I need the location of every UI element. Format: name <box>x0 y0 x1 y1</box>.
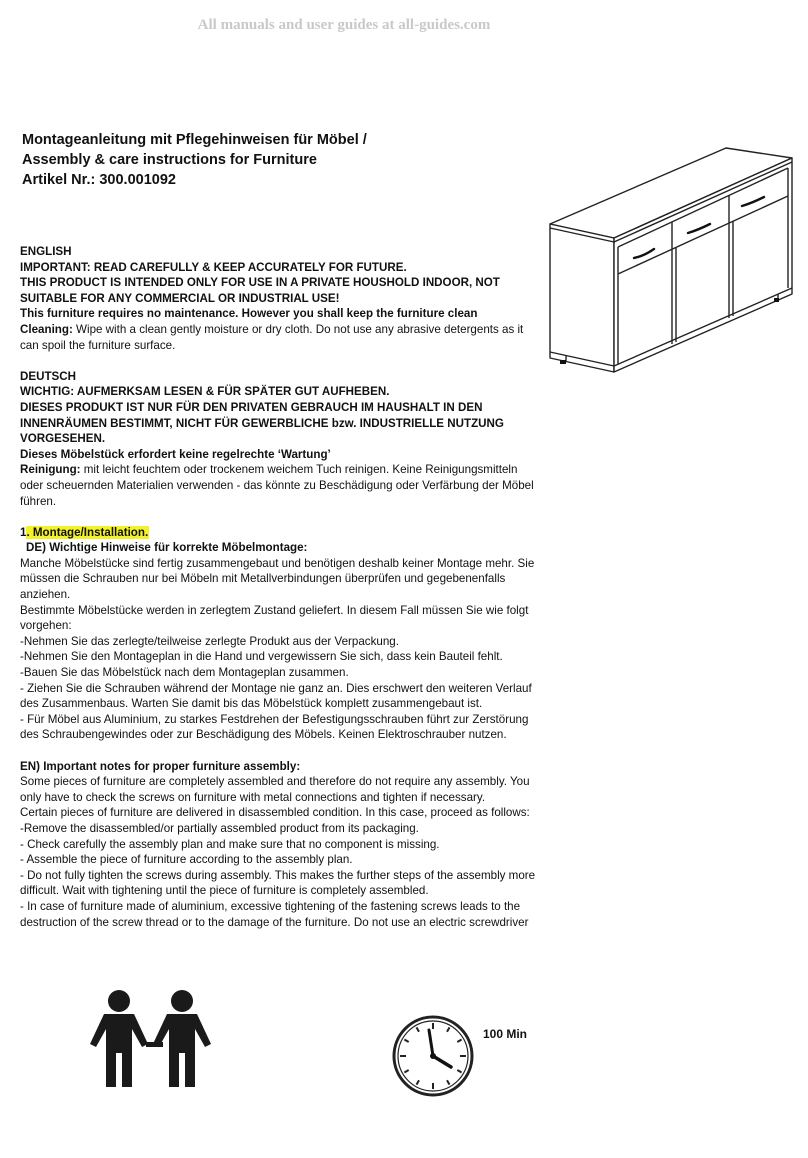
en-line: - Do not fully tighten the screws during assembly. This makes the further steps of the assembly more difficult. Wait with tightening until the piece of furniture is completely assembled. <box>20 868 536 898</box>
de-line: -Nehmen Sie das zerlegte/teilweise zerlegte Produkt aus der Verpackung. <box>20 634 399 648</box>
section-heading <box>20 525 540 541</box>
en-line: -Remove the disassembled/or partially assembled product from its packaging. <box>20 821 419 835</box>
two-people-icon <box>84 990 224 1090</box>
en-line: - In case of furniture made of aluminium, excessive tightening of the fastening screws leads to the destruction of the screw thread or to the damage of the furniture. Do not use an electric screwdriver <box>20 899 529 929</box>
document-title <box>22 130 367 190</box>
deutsch-cleaning-text: mit leicht feuchtem oder trockenem weichem Tuch reinigen. Keine Reinigungsmitteln oder scheuernden Materialien verwenden - das könnte zu Beschädigung oder Verfärbung der Möbel führen. <box>20 463 534 508</box>
title-line-3: Artikel Nr.: 300.001092 <box>22 172 176 188</box>
section-number: 1 <box>20 525 27 539</box>
english-maintenance: This furniture requires no maintenance. However you shall keep the furniture clean <box>20 307 478 321</box>
clock-icon <box>391 1014 475 1098</box>
de-line: - Ziehen Sie die Schrauben während der Montage nie ganz an. Dies erschwert den weiteren Verlauf des Zusammenbaus. Warten Sie damit bis das Möbelstück komplett zusammengebaut ist. <box>20 681 532 711</box>
sideboard-illustration <box>548 124 793 376</box>
deutsch-heading: DEUTSCH <box>20 369 77 383</box>
watermark: All manuals and user guides at all-guides.com <box>197 17 491 33</box>
section-title: . Montage/Installation. <box>26 525 149 539</box>
deutsch-important: WICHTIG: AUFMERKSAM LESEN & FÜR SPÄTER GUT AUFHEBEN. <box>20 385 390 399</box>
deutsch-maintenance: Dieses Möbelstück erfordert keine regelrechte ‘Wartung’ <box>20 447 331 461</box>
english-cleaning-text: Wipe with a clean gently moisture or dry cloth. Do not use any abrasive detergents as it can spoil the furniture surface. <box>20 322 524 352</box>
en-line: - Check carefully the assembly plan and make sure that no component is missing. <box>20 837 440 851</box>
en-subheading: EN) Important notes for proper furniture assembly: <box>20 759 301 773</box>
english-private-use: THIS PRODUCT IS INTENDED ONLY FOR USE IN A PRIVATE HOUSHOLD INDOOR, NOT SUITABLE FOR ANY COMMERCIAL OR INDUSTRIAL USE! <box>20 276 500 305</box>
de-line: - Für Möbel aus Aluminium, zu starkes Festdrehen der Befestigungsschrauben führt zur Zerstörung des Schraubengewindes oder zur Beschädigung des Möbels. Keinen Elektroschrauber nutzen. <box>20 712 529 742</box>
deutsch-private-use: DIESES PRODUKT IST NUR FÜR DEN PRIVATEN GEBRAUCH IM HAUSHALT IN DEN INNENRÄUMEN BESTIMMT, NICHT FÜR GEWERBLICHE bzw. INDUSTRIELLE NUTZUNG VORGESEHEN. <box>20 400 504 446</box>
en-line: Certain pieces of furniture are delivered in disassembled condition. In this case, proceed as follows: <box>20 806 530 820</box>
de-line: Bestimmte Möbelstücke werden in zerlegtem Zustand geliefert. In diesem Fall müssen Sie wie folgt vorgehen: <box>20 603 529 633</box>
de-line: -Nehmen Sie den Montageplan in die Hand und vergewissern Sie sich, dass kein Bauteil fehlt. <box>20 650 503 664</box>
time-label: 100 Min <box>483 1027 528 1041</box>
de-line: -Bauen Sie das Möbelstück nach dem Montageplan zusammen. <box>20 666 349 680</box>
deutsch-cleaning-label: Reinigung: <box>20 463 81 477</box>
de-line: Manche Möbelstücke sind fertig zusammengebaut und benötigen deshalb keiner Montage mehr. Sie müssen die Schrauben nur bei Möbeln mit Metallverbindungen überprüfen und gegebenenfalls anziehen. <box>20 556 535 602</box>
en-line: Some pieces of furniture are completely assembled and therefore do not require any assembly. You only have to check the screws on furniture with metal connections and tighten if necessary. <box>20 775 530 804</box>
deutsch-cleaning <box>20 462 540 509</box>
english-cleaning <box>20 322 540 353</box>
english-heading: ENGLISH <box>20 245 72 258</box>
title-line-1: Montageanleitung mit Pflegehinweisen für Möbel / <box>22 132 367 148</box>
english-cleaning-label: Cleaning: <box>20 322 73 336</box>
english-important: IMPORTANT: READ CAREFULLY & KEEP ACCURATELY FOR FUTURE. <box>20 260 407 274</box>
instructions-body <box>20 244 540 930</box>
de-subheading: DE) Wichtige Hinweise für korrekte Möbelmontage: <box>26 541 308 555</box>
en-line: - Assemble the piece of furniture according to the assembly plan. <box>20 853 353 867</box>
title-line-2: Assembly & care instructions for Furniture <box>22 152 317 168</box>
